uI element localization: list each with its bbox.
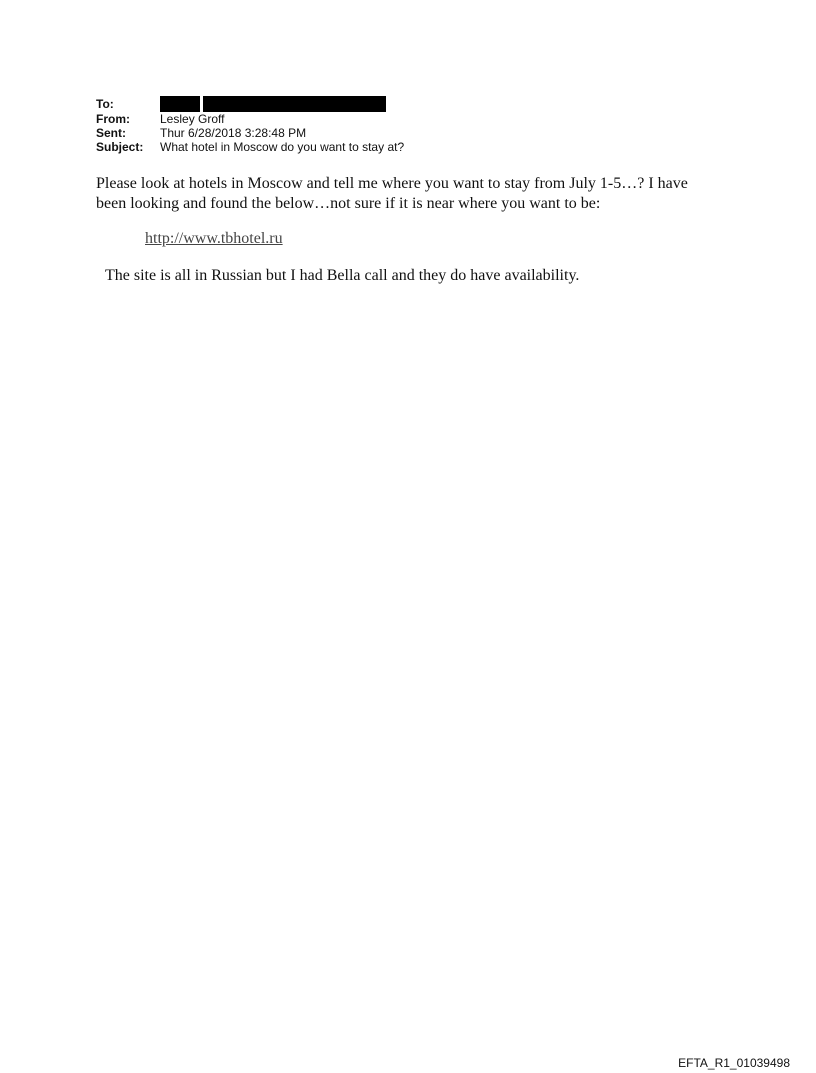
from-value: Lesley Groff [160, 112, 225, 126]
subject-value: What hotel in Moscow do you want to stay at? [160, 140, 405, 154]
document-id: EFTA_R1_01039498 [678, 1056, 790, 1070]
redaction-block [203, 96, 386, 112]
body-line-3: The site is all in Russian but I had Bella call and they do have availability. [105, 267, 580, 284]
from-label: From: [96, 112, 130, 126]
body-line-1: Please look at hotels in Moscow and tell me where you want to stay from July 1-5…? I have [96, 175, 688, 192]
subject-label: Subject: [96, 140, 144, 154]
subject-row [96, 140, 404, 154]
from-row [96, 112, 404, 126]
body-line-2: been looking and found the below…not sure if it is near where you want to be: [96, 195, 601, 212]
sent-label: Sent: [96, 126, 126, 140]
redaction-block [160, 96, 200, 112]
sent-row [96, 126, 404, 140]
to-value [160, 96, 386, 112]
sent-value: Thur 6/28/2018 3:28:48 PM [160, 126, 307, 140]
hotel-link[interactable]: http://www.tbhotel.ru [145, 230, 283, 247]
to-label: To: [96, 97, 114, 111]
to-row [96, 96, 404, 112]
email-header [96, 96, 404, 154]
